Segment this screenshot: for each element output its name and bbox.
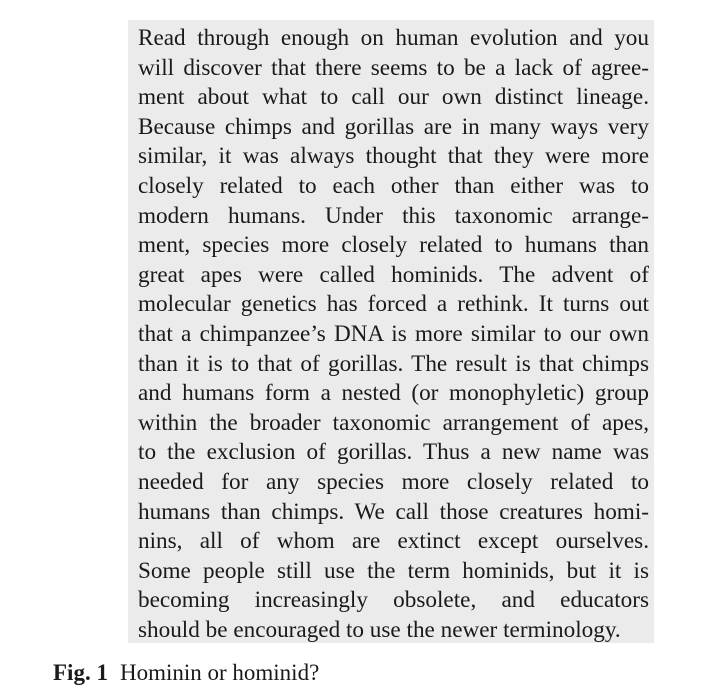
box-text-line: molecular genetics has forced a rethink. It turns out bbox=[138, 291, 649, 318]
box-text-line: becoming increasingly obsolete, and educators bbox=[138, 587, 649, 614]
box-text-line: humans than chimps. We call those creatures homi- bbox=[138, 498, 649, 525]
box-text-line: ment, species more closely related to humans than bbox=[138, 232, 649, 259]
box-text-line: modern humans. Under this taxonomic arrange- bbox=[138, 202, 649, 229]
figure-box bbox=[128, 20, 654, 643]
box-text-line: within the broader taxonomic arrangement of apes, bbox=[138, 409, 649, 436]
box-text-line: similar, it was always thought that they were more bbox=[138, 143, 649, 170]
box-text-line: to the exclusion of gorillas. Thus a new name was bbox=[138, 439, 649, 466]
box-text-line: Because chimps and gorillas are in many ways very bbox=[138, 113, 649, 140]
box-text-line: than it is to that of gorillas. The result is that chimps bbox=[138, 350, 649, 377]
box-text-line: ment about what to call our own distinct lineage. bbox=[138, 84, 649, 111]
box-text-line: should be encouraged to use the newer terminology. bbox=[138, 616, 621, 643]
figure-caption bbox=[53, 659, 319, 687]
figure-label: Fig. 1 bbox=[53, 660, 108, 685]
box-text-line: needed for any species more closely related to bbox=[138, 468, 649, 495]
box-text-line: will discover that there seems to be a lack of agree- bbox=[138, 54, 649, 81]
box-text-line: and humans form a nested (or monophyletic) group bbox=[138, 380, 649, 407]
figure-caption-text: Hominin or hominid? bbox=[119, 660, 320, 685]
box-text-line: Read through enough on human evolution and you bbox=[138, 25, 649, 51]
box-text-line: nins, all of whom are extinct except ourselves. bbox=[138, 528, 649, 555]
box-text-line: Some people still use the term hominids, but it is bbox=[138, 557, 649, 584]
box-text-line: great apes were called hominids. The advent of bbox=[138, 261, 649, 288]
box-text-line: closely related to each other than either was to bbox=[138, 172, 649, 199]
box-text-line: that a chimpanzee’s DNA is more similar to our own bbox=[138, 320, 649, 347]
